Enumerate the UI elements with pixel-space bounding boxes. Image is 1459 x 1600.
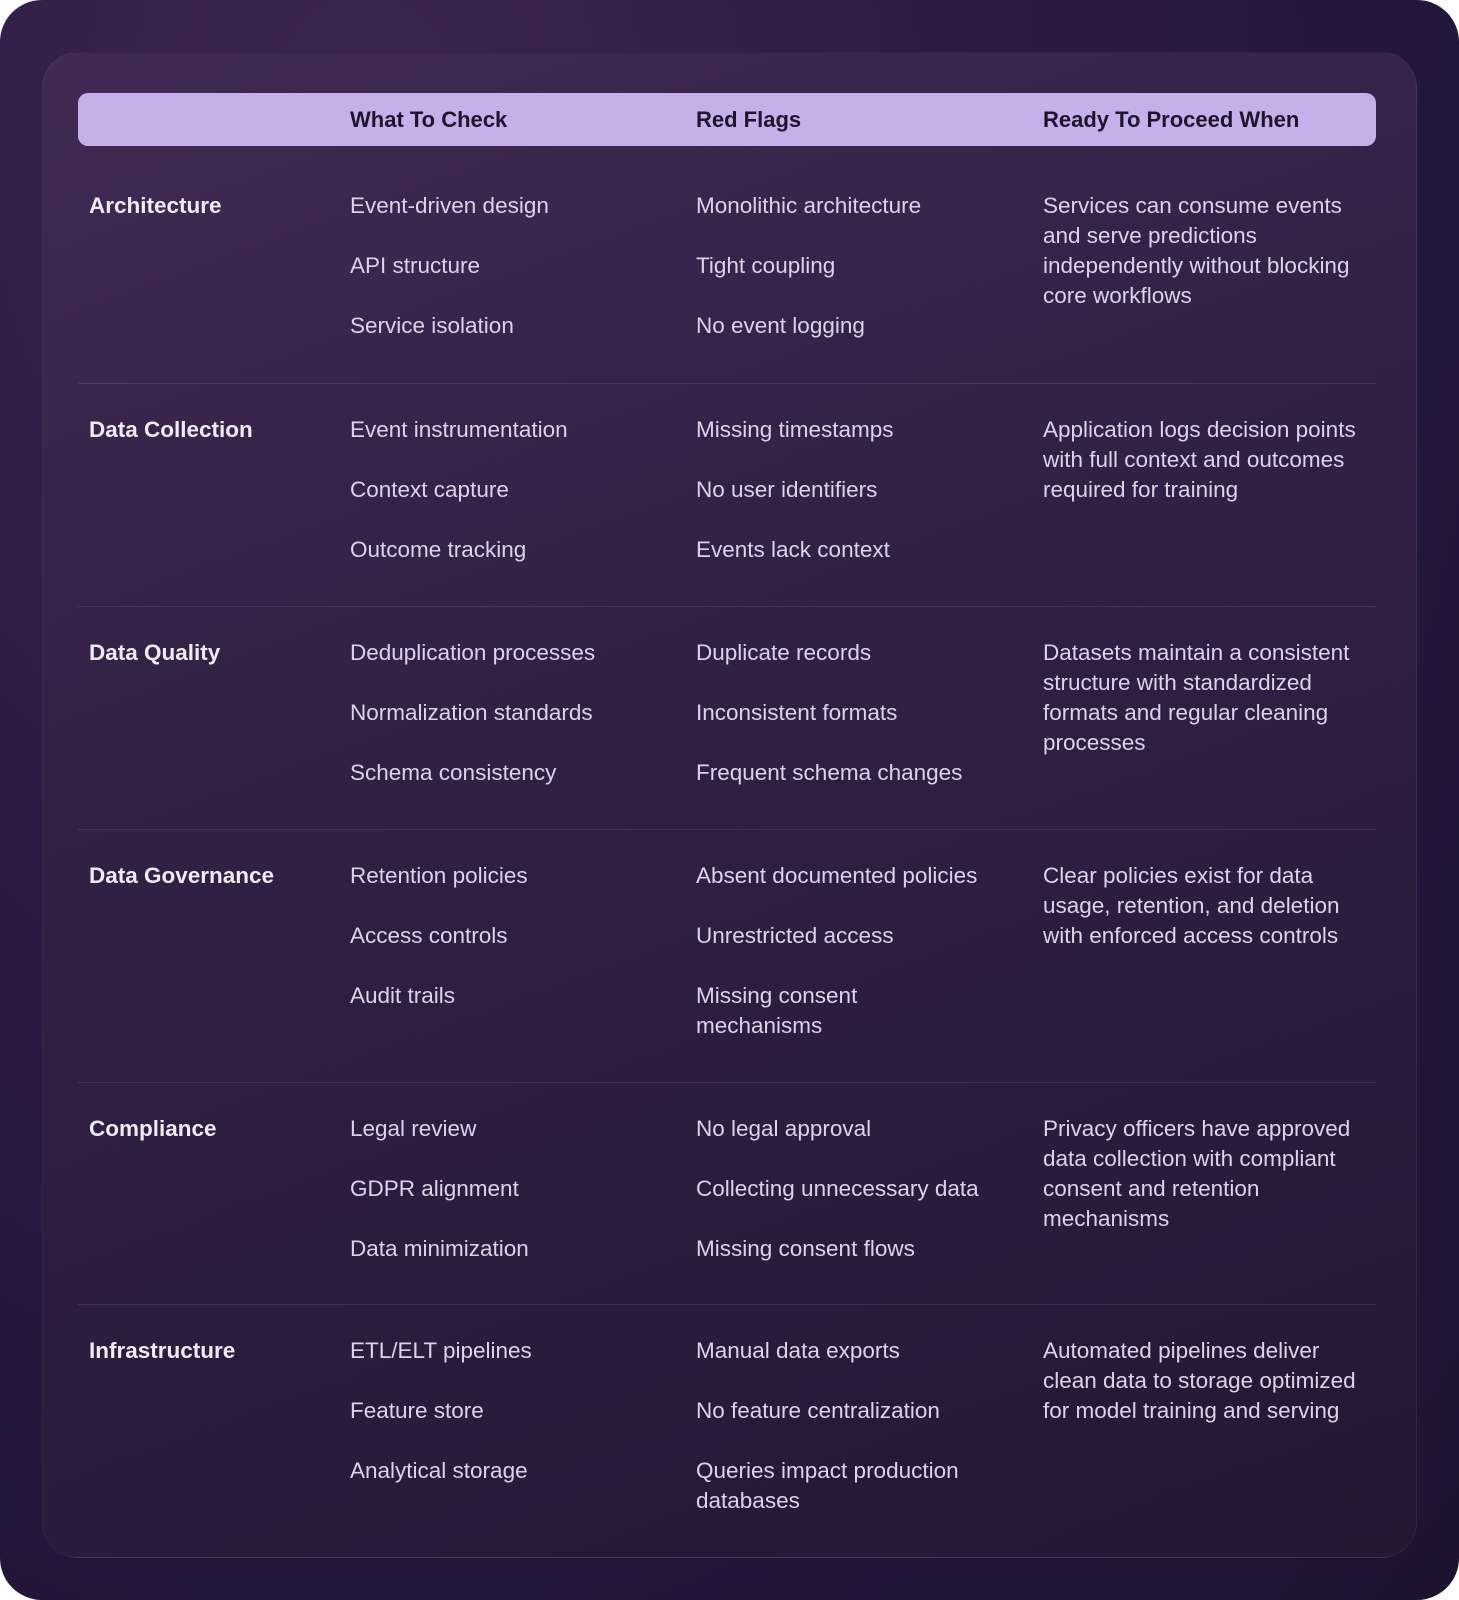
table-row xyxy=(78,607,1376,830)
check-item: Deduplication processes xyxy=(350,640,596,665)
table-row xyxy=(78,384,1376,607)
checks-cell xyxy=(350,861,680,1011)
ready-text: Privacy officers have approved data collection with compliant consent and retention mechanisms xyxy=(1043,1116,1351,1231)
check-item: Event instrumentation xyxy=(350,417,568,442)
check-item: ETL/ELT pipelines xyxy=(350,1338,532,1363)
header-what-to-check: What To Check xyxy=(350,107,508,132)
red-flag-item: Absent documented policies xyxy=(696,863,978,888)
red-flags-cell xyxy=(696,1336,1031,1516)
red-flag-item: Missing timestamps xyxy=(696,417,894,442)
check-item: Audit trails xyxy=(350,983,456,1008)
table-row xyxy=(78,146,1376,384)
check-item: Event-driven design xyxy=(350,193,549,218)
check-item: Data minimization xyxy=(350,1236,529,1261)
ready-text: Services can consume events and serve predictions independently without blocking core workflows xyxy=(1043,193,1350,308)
red-flag-item: Collecting unnecessary data xyxy=(696,1176,979,1201)
check-item: Outcome tracking xyxy=(350,537,527,562)
red-flag-item: Missing consent mechanisms xyxy=(696,983,858,1038)
red-flag-item: Duplicate records xyxy=(696,640,872,665)
row-category: Data Quality xyxy=(89,640,221,665)
red-flags-cell xyxy=(696,191,1031,341)
check-item: Normalization standards xyxy=(350,700,593,725)
header-red-flags: Red Flags xyxy=(696,107,802,132)
checks-cell xyxy=(350,1114,680,1264)
red-flag-item: Frequent schema changes xyxy=(696,760,963,785)
table-row xyxy=(78,830,1376,1083)
table-row xyxy=(78,1083,1376,1305)
red-flag-item: Manual data exports xyxy=(696,1338,900,1363)
red-flags-cell xyxy=(696,638,1031,788)
red-flags-cell xyxy=(696,415,1031,565)
red-flag-item: Monolithic architecture xyxy=(696,193,922,218)
ready-cell xyxy=(1043,191,1379,311)
row-category: Data Collection xyxy=(89,417,253,442)
check-item: Access controls xyxy=(350,923,508,948)
check-item: Retention policies xyxy=(350,863,528,888)
checks-cell xyxy=(350,191,680,341)
red-flags-cell xyxy=(696,1114,1031,1264)
red-flag-item: No feature centralization xyxy=(696,1398,940,1423)
ready-cell xyxy=(1043,415,1379,505)
red-flag-item: Unrestricted access xyxy=(696,923,894,948)
red-flag-item: Tight coupling xyxy=(696,253,836,278)
ready-cell xyxy=(1043,1114,1379,1234)
ready-text: Application logs decision points with full context and outcomes required for training xyxy=(1043,417,1356,502)
check-item: Service isolation xyxy=(350,313,514,338)
checks-cell xyxy=(350,1336,680,1486)
ready-text: Clear policies exist for data usage, retention, and deletion with enforced access controls xyxy=(1043,863,1340,948)
ready-cell xyxy=(1043,861,1379,951)
check-item: API structure xyxy=(350,253,481,278)
table-body xyxy=(78,146,1376,1545)
table-header xyxy=(78,93,1376,146)
red-flags-cell xyxy=(696,861,1031,1041)
red-flag-item: Queries impact production databases xyxy=(696,1458,959,1513)
red-flag-item: Inconsistent formats xyxy=(696,700,898,725)
check-item: Analytical storage xyxy=(350,1458,528,1483)
check-item: Feature store xyxy=(350,1398,484,1423)
red-flag-item: No event logging xyxy=(696,313,865,338)
header-ready-to-proceed: Ready To Proceed When xyxy=(1043,107,1300,132)
check-item: Legal review xyxy=(350,1116,477,1141)
ready-cell xyxy=(1043,638,1379,758)
checks-cell xyxy=(350,638,680,788)
red-flag-item: Missing consent flows xyxy=(696,1236,915,1261)
check-item: GDPR alignment xyxy=(350,1176,519,1201)
ready-text: Datasets maintain a consistent structure with standardized formats and regular cleaning processes xyxy=(1043,640,1350,755)
red-flag-item: No legal approval xyxy=(696,1116,872,1141)
check-item: Context capture xyxy=(350,477,509,502)
row-category: Compliance xyxy=(89,1116,217,1141)
row-category: Architecture xyxy=(89,193,222,218)
red-flag-item: Events lack context xyxy=(696,537,890,562)
red-flag-item: No user identifiers xyxy=(696,477,878,502)
ready-cell xyxy=(1043,1336,1379,1426)
row-category: Infrastructure xyxy=(89,1338,236,1363)
checks-cell xyxy=(350,415,680,565)
check-item: Schema consistency xyxy=(350,760,557,785)
table-row xyxy=(78,1305,1376,1545)
row-category: Data Governance xyxy=(89,863,275,888)
ready-text: Automated pipelines deliver clean data to storage optimized for model training and serving xyxy=(1043,1338,1356,1423)
